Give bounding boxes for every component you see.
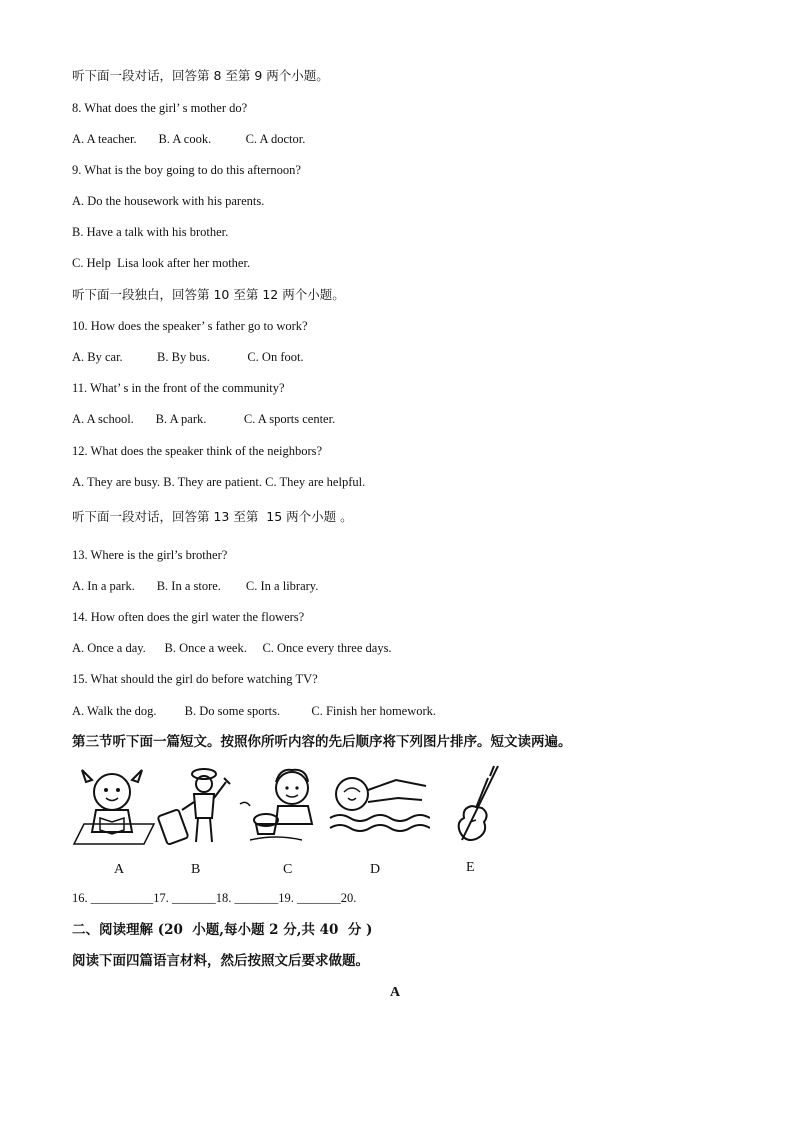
question-9: 9. What is the boy going to do this afternoon?: [72, 163, 301, 177]
question-11-options: A. A school. B. A park. C. A sports center.: [72, 412, 336, 426]
picture-label-c: C: [283, 862, 293, 877]
part2-instruction: 阅读下面四篇语言材料，然后按照文后要求做题。: [72, 953, 369, 969]
violin-icon: [442, 762, 506, 848]
section3-heading: 第三节听下面一篇短文。按照你所听内容的先后顺序将下列图片排序。短文读两遍。: [72, 734, 572, 750]
question-9-option-b: B. Have a talk with his brother.: [72, 225, 229, 239]
question-10-options: A. By car. B. By bus. C. On foot.: [72, 350, 304, 364]
boy-cooking-icon: [236, 762, 326, 848]
question-13-options: A. In a park. B. In a store. C. In a library.: [72, 579, 319, 593]
swimmer-icon: [326, 762, 430, 848]
part2-heading: 二、阅读理解 (20 小题,每小题 2 分,共 40 分 ): [72, 922, 373, 938]
answer-blanks: 16. __________17. _______18. _______19. _______20.: [72, 891, 357, 905]
listening-instruction-13-15: 听下面一段对话，回答第 13 至第 15 两个小题 。: [72, 509, 353, 524]
picture-label-e: E: [466, 860, 475, 875]
question-8: 8. What does the girl’ s mother do?: [72, 101, 248, 115]
question-11: 11. What’ s in the front of the community?: [72, 381, 285, 395]
picture-label-a: A: [114, 862, 125, 877]
picture-label-b: B: [191, 862, 201, 877]
question-9-option-c: C. Help Lisa look after her mother.: [72, 256, 251, 270]
listening-instruction-8-9: 听下面一段对话，回答第 8 至第 9 两个小题。: [72, 68, 329, 83]
question-12: 12. What does the speaker think of the neighbors?: [72, 444, 323, 458]
picture-label-d: D: [370, 862, 381, 877]
question-12-options: A. They are busy. B. They are patient. C. They are helpful.: [72, 475, 366, 489]
passage-label: A: [390, 985, 401, 1000]
listening-instruction-10-12: 听下面一段独白，回答第 10 至第 12 两个小题。: [72, 287, 345, 302]
question-14-options: A. Once a day. B. Once a week. C. Once every three days.: [72, 641, 392, 655]
question-15: 15. What should the girl do before watching TV?: [72, 672, 318, 686]
question-8-options: A. A teacher. B. A cook. C. A doctor.: [72, 132, 306, 146]
question-10: 10. How does the speaker’ s father go to work?: [72, 319, 308, 333]
girl-reading-icon: [72, 762, 158, 848]
question-15-options: A. Walk the dog. B. Do some sports. C. Finish her homework.: [72, 704, 437, 718]
question-14: 14. How often does the girl water the flowers?: [72, 610, 305, 624]
traveler-suitcase-icon: [152, 762, 238, 848]
question-9-option-a: A. Do the housework with his parents.: [72, 194, 265, 208]
question-13: 13. Where is the girl’s brother?: [72, 548, 228, 562]
